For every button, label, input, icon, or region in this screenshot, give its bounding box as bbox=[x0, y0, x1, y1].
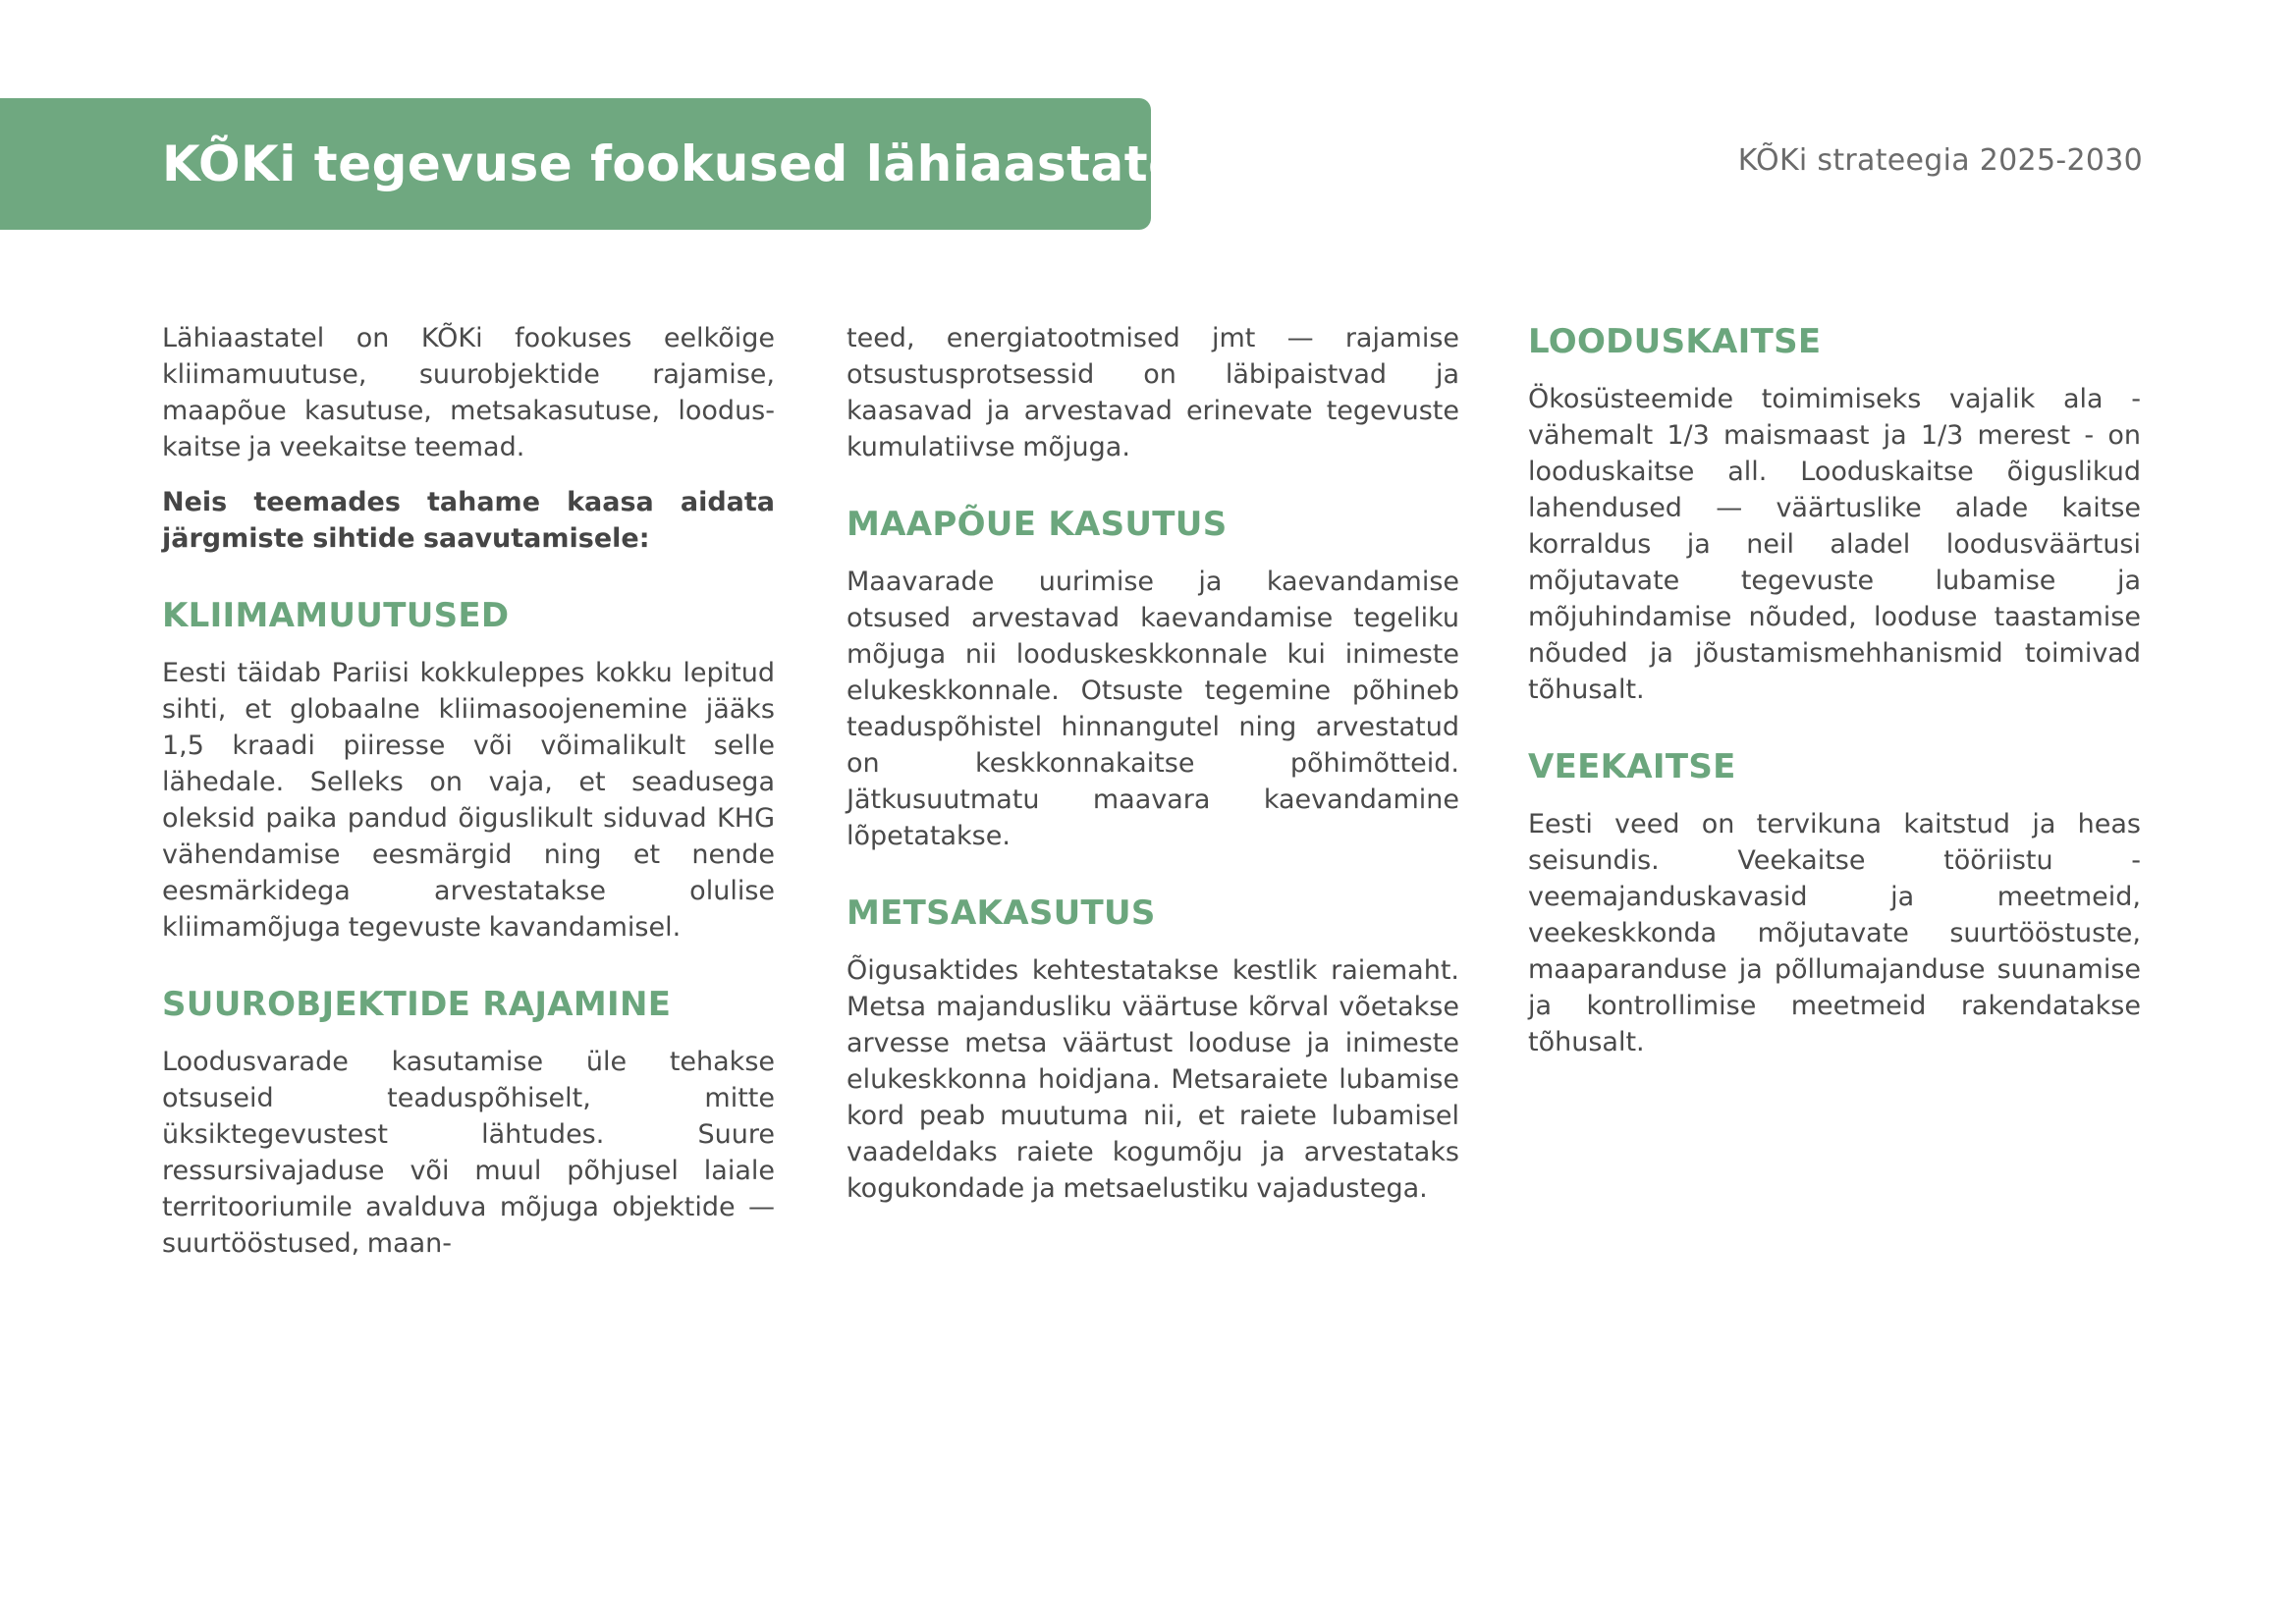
intro-paragraph: Lähiaastatel on KÕKi fookuses eelkõige kliimamuutuse, suurobjektide rajamise, maapõue kasutuse, metsakasutuse, loodus-kaitse ja veekaitse teemad. bbox=[162, 323, 775, 462]
section-heading-forestry: METSAKASUTUS bbox=[847, 893, 1156, 933]
section-heading-water-protection: VEEKAITSE bbox=[1528, 747, 1736, 786]
section-text-climate: Eesti täidab Pariisi kokkuleppes kokku lepitud sihti, et globaalne kliimasoojenemine jääks 1,5 kraadi piiresse või võimalikult selle lähedale. Selleks on vaja, et seadusega oleksid paika pandud õiguslikult siduvad KHG vähendamise eesmärgid ning et nende eesmärkidega arvestatakse olulise kliimamõjuga tegevuste kavandamisel. bbox=[162, 658, 775, 943]
section-text-mineral-resources: Maavarade uurimise ja kaevandamise otsused arvestavad kaevandamise tegeliku mõjuga nii looduskeskkonnale kui inimeste elukeskkonnale. Otsuste tegemine põhineb teaduspõhistel hinnangutel ning arvestatud on keskkonnakaitse põhimõtteid. Jätkusuutmatu maavara kaevandamine lõpetatakse. bbox=[847, 567, 1459, 851]
column-right bbox=[1528, 320, 2141, 1079]
column-middle bbox=[847, 320, 1459, 1225]
intro-lead: Neis teemades tahame kaasa aidata järgmiste sihtide saavutamisele: bbox=[162, 487, 775, 554]
page-title: KÕKi tegevuse fookused lähiaastatel bbox=[162, 135, 1200, 192]
section-text-nature-protection: Ökosüsteemide toimimiseks vajalik ala - vähemalt 1/3 maismaast ja 1/3 merest - on looduskaitse all. Looduskaitse õiguslikud lahendused — väärtuslike alade kaitse korraldus ja neil aladel loodusväärtusi mõjutavate tegevuste lubamise ja mõjuhindamise nõuded, looduse taastamise nõuded ja jõustamismehhanismid toimivad tõhusalt. bbox=[1528, 384, 2141, 705]
section-heading-climate: KLIIMAMUUTUSED bbox=[162, 596, 510, 635]
section-heading-large-projects: SUUROBJEKTIDE RAJAMINE bbox=[162, 985, 672, 1024]
section-heading-mineral-resources: MAAPÕUE KASUTUS bbox=[847, 505, 1228, 544]
document-name: KÕKi strateegia 2025-2030 bbox=[1737, 143, 2143, 178]
section-text-large-projects-part2: teed, energiatootmised jmt — rajamise otsustusprotsessid on läbipaistvad ja kaasavad ja arvestavad erinevate tegevuste kumulatiivse mõjuga. bbox=[847, 323, 1459, 462]
section-heading-nature-protection: LOODUSKAITSE bbox=[1528, 322, 1822, 361]
section-text-large-projects-part1: Loodusvarade kasutamise üle tehakse otsuseid teaduspõhiselt, mitte üksiktegevustest lähtudes. Suure ressursivajaduse või muul põhjusel laiale territooriumile avalduva mõjuga objektide — suurtööstused, maan- bbox=[162, 1047, 775, 1259]
section-text-water-protection: Eesti veed on tervikuna kaitstud ja heas seisundis. Veekaitse tööriistu - veemajanduskavasid ja meetmeid, veekeskkonda mõjutavate suurtööstuste, maaparanduse ja põllumajanduse suunamise ja kontrollimise meetmeid rakendatakse tõhusalt. bbox=[1528, 809, 2141, 1057]
title-banner bbox=[0, 98, 1200, 230]
section-text-forestry: Õigusaktides kehtestatakse kestlik raiemaht. Metsa majandusliku väärtuse kõrval võetakse arvesse metsa väärtust looduse ja inimeste elukeskkonna hoidjana. Metsaraiete lubamise kord peab muutuma nii, et raiete lubamisel vaadeldaks raiete kogumõju ja arvestataks kogukondade ja metsaelustiku vajadustega. bbox=[847, 955, 1459, 1204]
column-left bbox=[162, 320, 775, 1280]
